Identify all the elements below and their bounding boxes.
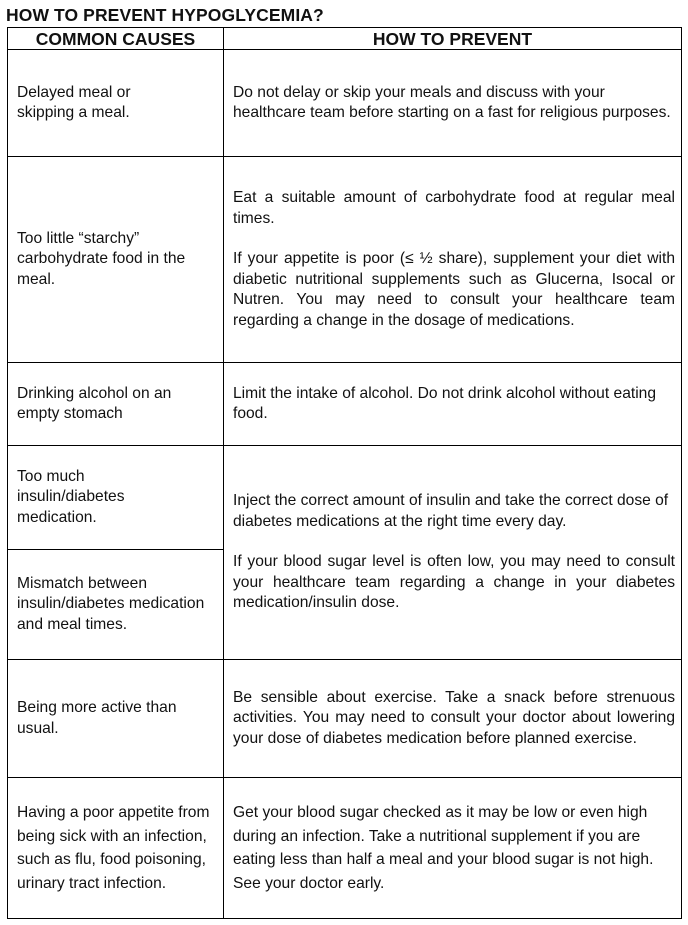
prevent-paragraph: Inject the correct amount of insulin and take the correct dose of diabetes medications at the right time every day. [233, 492, 669, 530]
cause-cell: Having a poor appetite from being sick with an infection, such as flu, food poisoning, urinary tract infection. [8, 778, 224, 919]
table-row [8, 157, 682, 363]
hypoglycemia-table [7, 27, 682, 919]
table-row [8, 50, 682, 157]
table-row [8, 778, 682, 919]
header-how-to-prevent: HOW TO PREVENT [224, 28, 682, 50]
cause-cell: Being more active than usual. [8, 660, 224, 778]
table-header-row [8, 28, 682, 50]
cause-cell: Mismatch between insulin/diabetes medication and meal times. [8, 550, 224, 660]
prevent-cell: Do not delay or skip your meals and discuss with your healthcare team before starting on a fast for religious purposes. [224, 50, 682, 157]
table-row [8, 446, 682, 550]
header-common-causes: COMMON CAUSES [8, 28, 224, 50]
prevent-cell: Be sensible about exercise. Take a snack before strenuous activities. You may need to consult your doctor about lowering your dose of diabetes medication before planned exercise. [224, 660, 682, 778]
prevent-cell: Get your blood sugar checked as it may be low or even high during an infection. Take a nutritional supplement if you are eating less than half a meal and your blood sugar is not high. See your doctor early. [224, 778, 682, 919]
cause-cell: Drinking alcohol on an empty stomach [8, 363, 224, 446]
prevent-cell [224, 446, 682, 660]
prevent-cell: Limit the intake of alcohol. Do not drink alcohol without eating food. [224, 363, 682, 446]
cause-cell: Delayed meal or skipping a meal. [8, 50, 224, 157]
prevent-paragraph: If your blood sugar level is often low, you may need to consult your healthcare team regarding a change in your diabetes medication/insulin dose. [233, 553, 675, 612]
table-row [8, 363, 682, 446]
page-title: HOW TO PREVENT HYPOGLYCEMIA? [6, 5, 324, 25]
cause-cell: Too little “starchy” carbohydrate food in the meal. [8, 157, 224, 363]
prevent-paragraph: Eat a suitable amount of carbohydrate food at regular meal times. [233, 189, 675, 227]
table-row [8, 660, 682, 778]
prevent-cell [224, 157, 682, 363]
prevent-paragraph: If your appetite is poor (≤ ½ share), supplement your diet with diabetic nutritional supplements such as Glucerna, Isocal or Nutren. You may need to consult your healthcare team regarding a change in the dosage of medications. [233, 250, 675, 329]
cause-cell: Too much insulin/diabetes medication. [8, 446, 224, 550]
